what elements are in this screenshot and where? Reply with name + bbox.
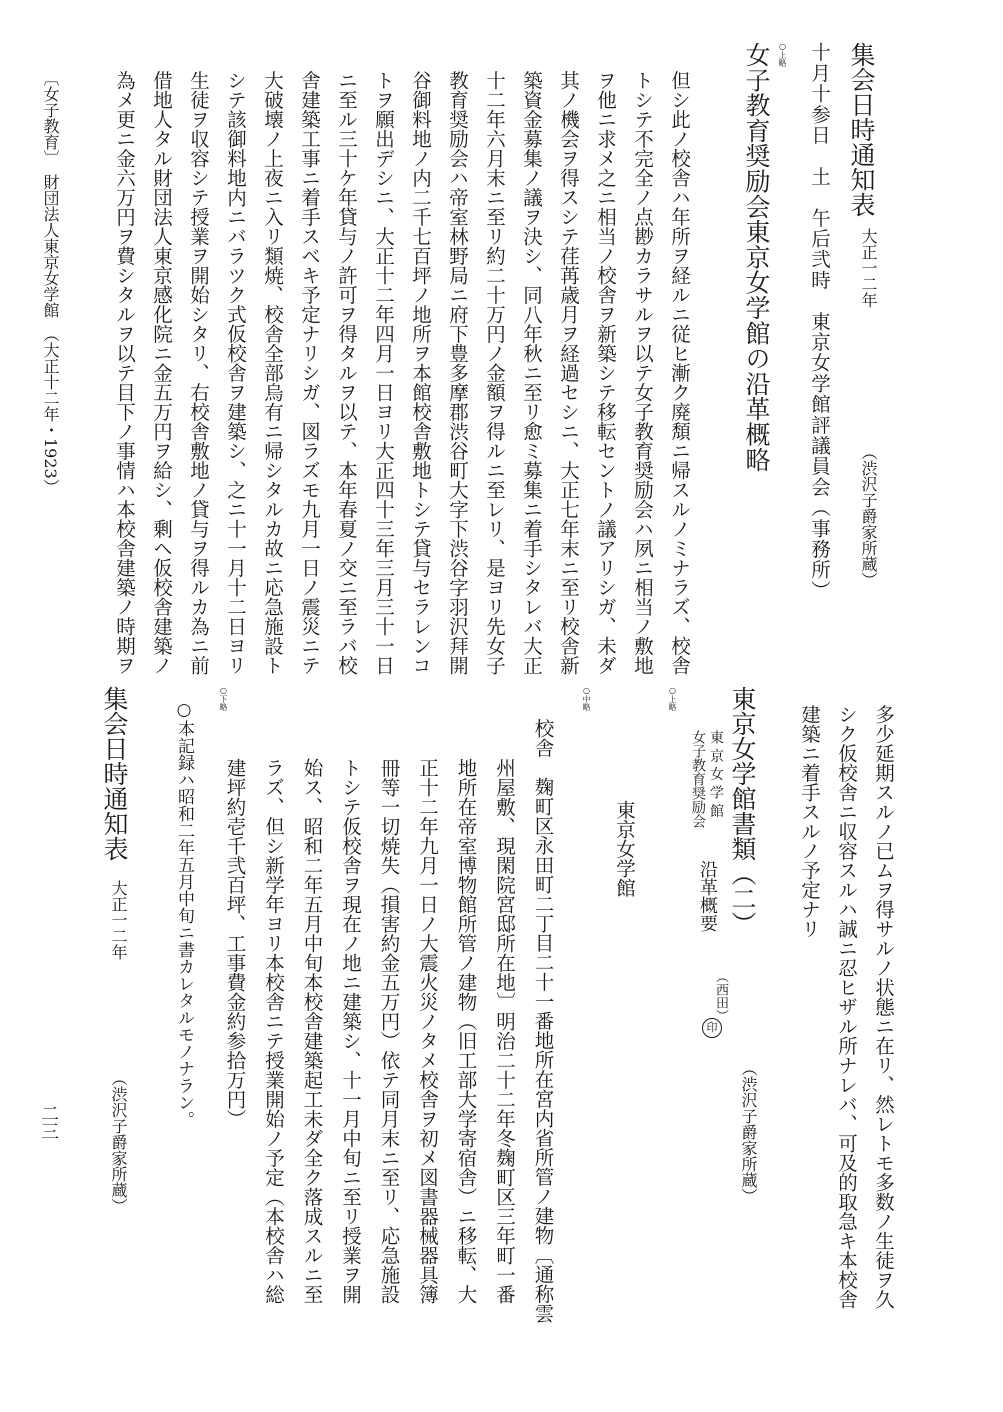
- documents-line: 建坪約壱千弐百坪、工事費金約参拾万円）: [223, 758, 247, 1129]
- documents-line: 州屋敷、現閑院宮邸所在地〕明治二十二年冬麹町区三年町一番: [493, 758, 516, 1305]
- continuation-line: シク仮校舎ニ収容スルハ誠ニ忍ヒザル所ナレバ、可及的取急キ本校舎: [835, 704, 858, 1309]
- history-title: 女子教育奨励会東京女学館の沿革概略: [742, 42, 771, 473]
- notice-source: （渋沢子爵家所蔵）: [859, 444, 878, 588]
- history-line: 但シ此ノ校舎ハ年所ヲ経ルニ従ヒ漸ク廃頽ニ帰スルノミナラズ、校舎: [668, 70, 691, 675]
- outline-label: 沿革概要: [697, 860, 718, 932]
- history-line: シテ該御料地内ニバラツク式仮校舎ヲ建築シ、之ニ十一月十二日ヨリ: [224, 70, 247, 675]
- documents-line: トシテ仮校舎ヲ現在ノ地ニ建築シ、十一月中旬ニ至リ授業ヲ開: [339, 758, 362, 1305]
- continuation-text: [791, 692, 939, 1309]
- documents-line: 冊等一切焼失（損害約金五万円）依テ同月末ニ至リ、応急施設: [377, 758, 401, 1305]
- documents-line: 正十二年九月一日ノ大震火災ノタメ校舎ヲ初メ図書器械器具簿: [416, 758, 439, 1305]
- documents-line: 地所在帝室博物館所管ノ建物（旧工部大学寄宿舎）ニ移転、大: [454, 758, 478, 1305]
- documents-line: 始ス、昭和二年五月中旬本校舎建築起工未ダ全ク落成スルニ至: [300, 758, 324, 1305]
- history-line: 築資金募集ノ議ヲ決シ、同八年秋ニ至リ愈ミ募集ニ着手シタレバ大正: [520, 70, 543, 675]
- documents-source: （渋沢子爵家所蔵）: [739, 1060, 758, 1204]
- marker-middle-omitted: ○中略: [582, 686, 591, 711]
- marker-lower-omitted: ○下略: [219, 686, 228, 711]
- history-line: 大破壊ノ上夜ニ入リ類焼、校舎全部烏有ニ帰シタルカ故ニ応急施設ト: [261, 70, 284, 675]
- documents-line: ラズ、但シ新学年ヨリ本校舎ニテ授業開始ノ予定（本校舎ハ総: [262, 758, 285, 1305]
- notice-source-2: （渋沢子爵家所蔵）: [109, 1070, 128, 1214]
- history-line: ニ至ル三十ケ年貸与ノ許可ヲ得タルヲ以テ、本年春夏ノ交ニ至ラバ校: [335, 70, 358, 675]
- documents-title: 東京女学館書類（二）: [728, 686, 757, 936]
- history-line: 谷御料地ノ内二千七百坪ノ地所ヲ本館校舎敷地トシテ貸与セラレンコ: [409, 70, 432, 675]
- history-line: トシテ不完全ノ点尠カラサルヲ以テ女子教育奨励会ハ夙ニ相当ノ敷地: [631, 70, 654, 675]
- history-line: 為メ更ニ金六万円ヲ費シタルヲ以テ目下ノ事情ハ本校舎建築ノ時期ヲ: [113, 70, 136, 675]
- notice-title: 集会日時通知表: [847, 42, 876, 217]
- seal-mark: 印: [702, 1018, 722, 1038]
- continuation-line: 多少延期スルノ已ムヲ得サルノ状態ニ在リ、然レトモ多数ノ生徒ヲ久: [872, 704, 895, 1309]
- history-line: 教育奨励会ハ帝室林野局ニ府下豊多摩郡渋谷町大字下渋谷字羽沢拜開: [446, 70, 469, 675]
- notice-date: 大正一二年: [859, 228, 878, 308]
- notice-date-2: 大正一二年: [109, 880, 128, 960]
- notice-title-2: 集会日時通知表: [100, 686, 129, 861]
- page-number: 二三: [38, 1104, 59, 1140]
- seal-name: （西田）: [713, 970, 728, 1022]
- org-name-top: 女子教育奨励会: [690, 730, 706, 828]
- marker-upper-omitted: ○上略: [668, 686, 677, 711]
- marker-upper-omitted: ○上略: [778, 42, 787, 67]
- school-name: 東京女学館: [613, 800, 636, 898]
- record-note: ○本記録ハ昭和二年五月中旬ニ書カレタルモノナラン。: [174, 700, 194, 1128]
- history-line: 十二年六月末ニ至リ約二十万円ノ金額ヲ得ルニ至レリ、是ヨリ先女子: [483, 70, 506, 675]
- history-body: [106, 58, 735, 675]
- history-line: ヲ他ニ求メ之ニ相当ノ校舎ヲ新築シテ移転セントノ議アリシガ、未ダ: [594, 70, 617, 675]
- history-line: トヲ願出デシニ、大正十二年四月一日ヨリ大正四十三年三月三十一日: [372, 70, 395, 675]
- documents-body: [215, 706, 600, 1323]
- org-name-bottom: 東 京 女 学 館: [708, 730, 724, 818]
- continuation-line: 建築ニ着手スルノ予定ナリ: [798, 704, 821, 939]
- documents-line: 校舎 麹町区永田町二丁目二十一番地所在宮内省所管ノ建物〔通称雲: [531, 718, 555, 1323]
- history-line: 借地人タル財団法人東京感化院ニ金五万円ヲ給シ、剰ヘ仮校舎建築ノ: [150, 70, 173, 675]
- notice-line: 十月十参日 土 午后弐時 東京女学館評議員会（事務所）: [808, 42, 831, 601]
- history-line: 舎建築工事ニ着手スベキ予定ナリシガ、図ラズモ九月一日ノ震災ニテ: [298, 70, 321, 675]
- history-line: 其ノ機会ヲ得スシテ荏苒歳月ヲ経過セシニ、大正七年末ニ至リ校舎新: [557, 70, 580, 675]
- history-line: 生徒ヲ収容シテ授業ヲ開始シタリ、右校舎敷地ノ貸与ヲ得ルカ為ニ前: [187, 70, 210, 675]
- citation: 〔女子教育〕 財団法人東京女学館 （大正十二年・1923）: [41, 70, 60, 495]
